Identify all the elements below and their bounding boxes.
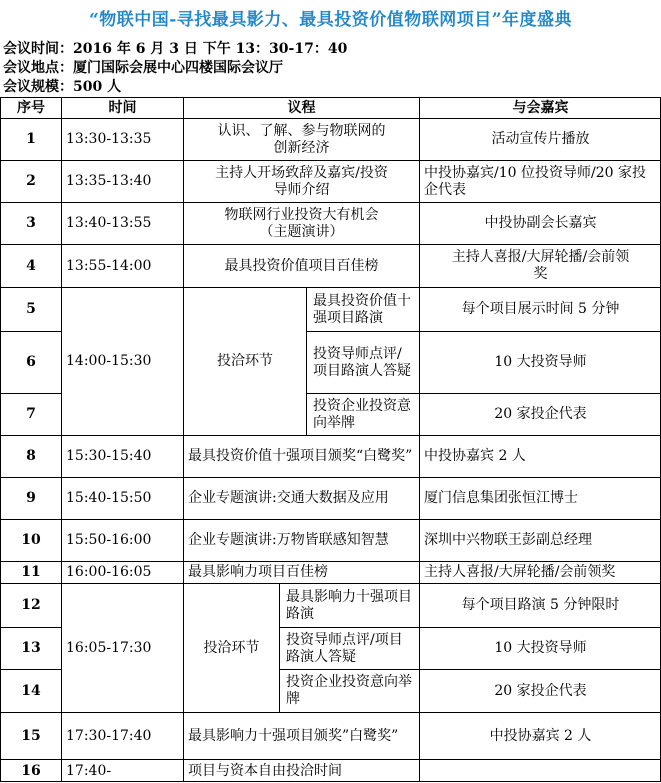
row-sub-agenda: 最具影响力十强项目路演 <box>279 583 419 627</box>
row-agenda: 最具投资价值十强项目颁奖“白鹭奖” <box>183 435 419 477</box>
row-no: 1 <box>0 118 61 160</box>
row-no: 8 <box>0 435 61 477</box>
row-sub-agenda: 投资导师点评/项目路演人答疑 <box>279 627 419 669</box>
row-guests: 中投协副会长嘉宾 <box>419 202 661 244</box>
row-time: 13:55-14:00 <box>61 244 183 287</box>
row-guests: 深圳中兴物联王彭副总经理 <box>419 519 661 561</box>
row-no: 2 <box>0 160 61 202</box>
group-label: 投洽环节 <box>183 583 279 712</box>
meeting-place: 会议地点：厦门国际会展中心四楼国际会议厅 <box>3 60 283 76</box>
row-no: 12 <box>0 583 61 627</box>
header-agenda: 议程 <box>183 97 419 118</box>
header-time: 时间 <box>61 97 183 118</box>
row-guests: 主持人喜报/大屏轮播/会前领奖 <box>419 561 661 583</box>
row-no: 7 <box>0 393 61 435</box>
row-no: 10 <box>0 519 61 561</box>
row-guests: 活动宣传片播放 <box>419 118 661 160</box>
row-guests: 中投协嘉宾/10 位投资导师/20 家投企代表 <box>419 160 661 202</box>
row-time: 15:50-16:00 <box>61 519 183 561</box>
header-no: 序号 <box>0 97 61 118</box>
row-guests: 中投协嘉宾 2 人 <box>419 435 661 477</box>
group-time: 14:00-15:30 <box>61 287 183 435</box>
row-agenda: 主持人开场致辞及嘉宾/投资导师介绍 <box>183 160 419 202</box>
row-time: 13:40-13:55 <box>61 202 183 244</box>
row-no: 4 <box>0 244 61 287</box>
row-agenda: 认识、了解、参与物联网的创新经济 <box>183 118 419 160</box>
row-no: 14 <box>0 669 61 712</box>
row-agenda: 企业专题演讲:交通大数据及应用 <box>183 477 419 519</box>
row-time: 17:30-17:40 <box>61 712 183 759</box>
row-agenda: 最具影响力项目百佳榜 <box>183 561 419 583</box>
row-guests: 厦门信息集团张恒江博士 <box>419 477 661 519</box>
row-no: 6 <box>0 331 61 393</box>
row-sub-agenda: 投资企业投资意向举牌 <box>279 669 419 712</box>
row-time: 15:30-15:40 <box>61 435 183 477</box>
meeting-time: 会议时间：2016 年 6 月 3 日 下午 13：30-17：40 <box>3 41 348 57</box>
row-guests: 10 大投资导师 <box>419 331 661 393</box>
row-no: 16 <box>0 759 61 782</box>
row-sub-agenda: 投资导师点评/项目路演人答疑 <box>306 331 419 393</box>
row-agenda: 最具影响力十强项目颁奖”白鹭奖” <box>183 712 419 759</box>
group-label: 投洽环节 <box>183 287 306 435</box>
row-no: 3 <box>0 202 61 244</box>
row-guests: 主持人喜报/大屏轮播/会前领奖 <box>419 244 661 287</box>
row-guests: 20 家投企代表 <box>419 393 661 435</box>
agenda-table <box>0 97 661 782</box>
meeting-scale: 会议规模：500 人 <box>3 79 122 95</box>
row-guests <box>419 759 661 782</box>
row-time: 16:00-16:05 <box>61 561 183 583</box>
row-agenda: 企业专题演讲:万物皆联感知智慧 <box>183 519 419 561</box>
row-agenda: 最具投资价值项目百佳榜 <box>183 244 419 287</box>
row-guests: 每个项目路演 5 分钟限时 <box>419 583 661 627</box>
row-time: 13:35-13:40 <box>61 160 183 202</box>
row-guests: 中投协嘉宾 2 人 <box>419 712 661 759</box>
group-time: 16:05-17:30 <box>61 583 183 712</box>
row-agenda: 项目与资本自由投洽时间 <box>183 759 419 782</box>
row-sub-agenda: 最具投资价值十强项目路演 <box>306 287 419 331</box>
page-title: “物联中国-寻找最具影力、最具投资价值物联网项目”年度盛典 <box>88 10 573 30</box>
row-time: 15:40-15:50 <box>61 477 183 519</box>
row-time: 17:40- <box>61 759 183 782</box>
row-guests: 10 大投资导师 <box>419 627 661 669</box>
row-no: 13 <box>0 627 61 669</box>
row-no: 9 <box>0 477 61 519</box>
row-no: 15 <box>0 712 61 759</box>
row-guests: 每个项目展示时间 5 分钟 <box>419 287 661 331</box>
row-guests: 20 家投企代表 <box>419 669 661 712</box>
row-agenda: 物联网行业投资大有机会（主题演讲） <box>183 202 419 244</box>
header-guests: 与会嘉宾 <box>419 97 661 118</box>
row-no: 11 <box>0 561 61 583</box>
row-no: 5 <box>0 287 61 331</box>
row-sub-agenda: 投资企业投资意向举牌 <box>306 393 419 435</box>
row-time: 13:30-13:35 <box>61 118 183 160</box>
